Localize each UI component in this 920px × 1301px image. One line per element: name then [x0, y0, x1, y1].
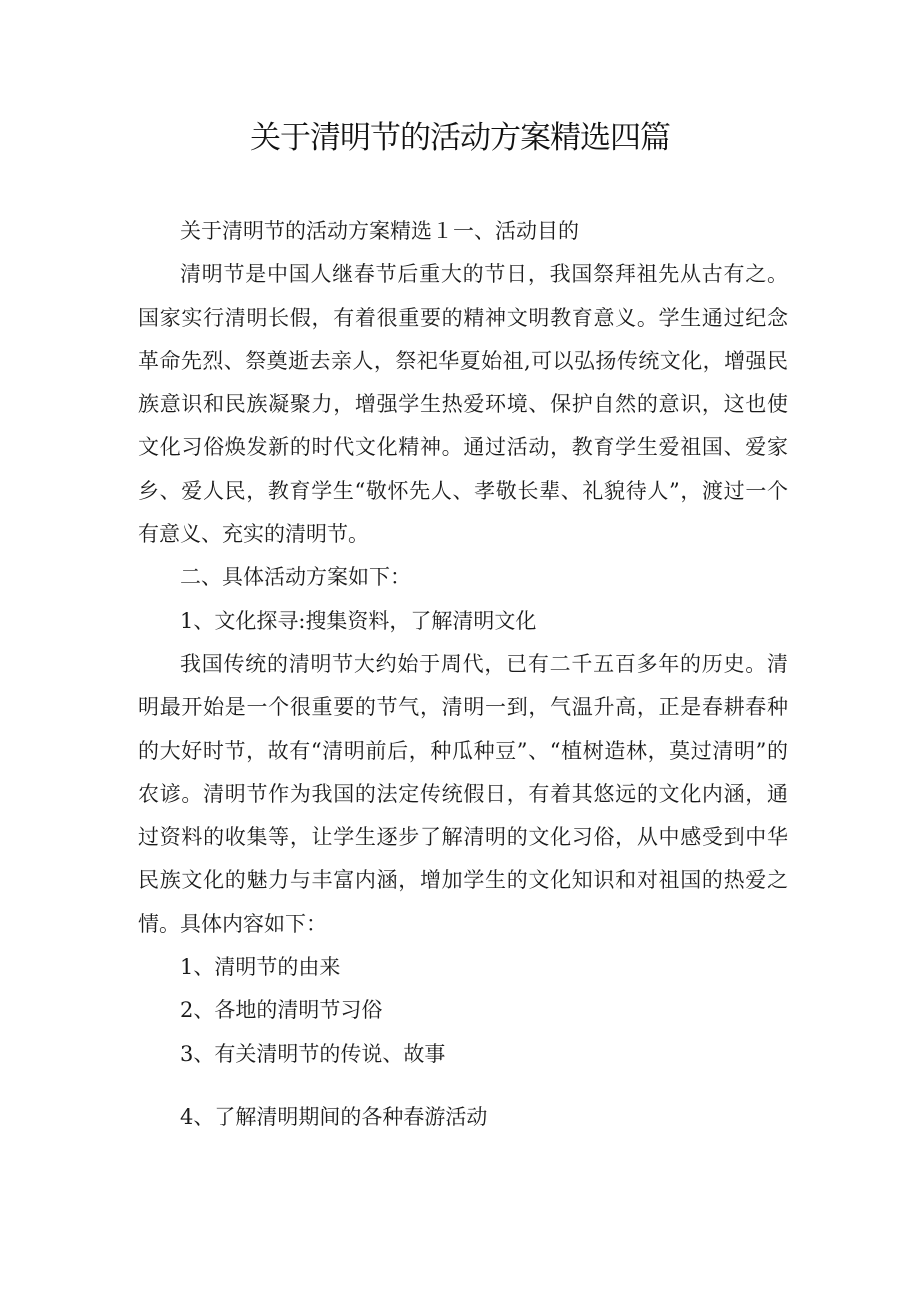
plan-heading-paragraph: 二、具体活动方案如下： [180, 565, 411, 590]
list-item-origin: 1、清明节的由来 [180, 955, 341, 980]
list-item-spring-outings: 4、了解清明期间的各种春游活动 [180, 1104, 488, 1129]
culture-item-heading: 1、文化探寻:搜集资料，了解清明文化 [180, 608, 537, 633]
document-body [138, 210, 788, 1139]
section-heading-paragraph: 关于清明节的活动方案精选１一、活动目的 [180, 219, 579, 243]
list-item-customs: 2、各地的清明节习俗 [180, 998, 383, 1023]
list-item-legends: 3、有关清明节的传说、故事 [180, 1041, 446, 1066]
purpose-paragraph: 清明节是中国人继春节后重大的节日，我国祭拜祖先从古有之。国家实行清明长假，有着很重要的精神文明教育意义。学生通过纪念革命先烈、祭奠逝去亲人，祭祀华夏始祖,可以弘扬传统文化，增强民族意识和民族凝聚力，增强学生热爱环境、保护自然的意识，这也使文化习俗焕发新的时代文化精神。通过活动，教育学生爱祖国、爱家乡、爱人民，教育学生“敬怀先人、孝敬长辈、礼貌待人”，渡过一个有意义、充实的清明节。 [138, 262, 788, 547]
history-paragraph: 我国传统的清明节大约始于周代，已有二千五百多年的历史。清明最开始是一个很重要的节气，清明一到，气温升高，正是春耕春种的大好时节，故有“清明前后，种瓜种豆”、“植树造林，莫过清明”的农谚。清明节作为我国的法定传统假日，有着其悠远的文化内涵，通过资料的收集等，让学生逐步了解清明的文化习俗，从中感受到中华民族文化的魅力与丰富内涵，增加学生的文化知识和对祖国的热爱之情。具体内容如下： [138, 651, 788, 936]
document-title: 关于清明节的活动方案精选四篇 [250, 120, 670, 156]
